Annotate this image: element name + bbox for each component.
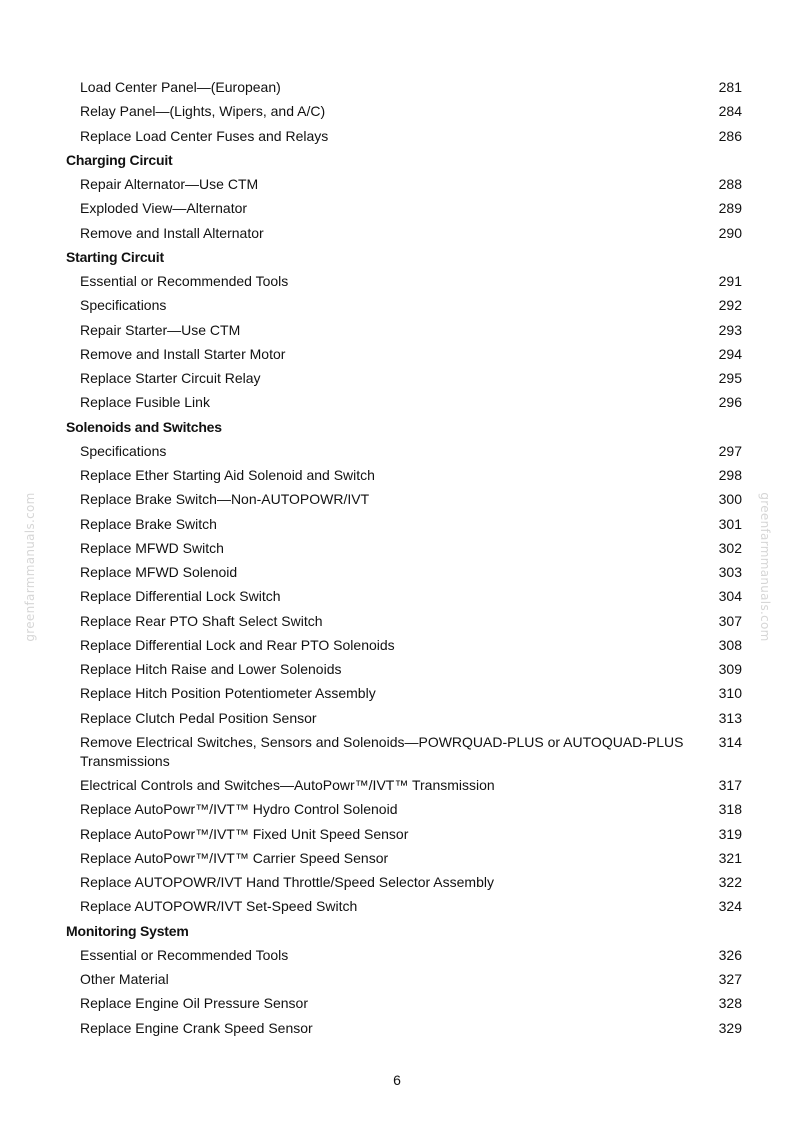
toc-entry[interactable] [0, 366, 794, 390]
toc-entry[interactable] [0, 99, 794, 123]
toc-entry-title: Remove and Install Starter Motor [80, 345, 286, 362]
toc-entry-title: Load Center Panel—(European) [80, 79, 281, 95]
toc-entry-title: Replace Engine Crank Speed Sensor [80, 1019, 313, 1036]
toc-entry-page: 319 [718, 825, 742, 842]
toc-entry[interactable] [0, 221, 794, 245]
toc-entry-page: 284 [718, 103, 742, 120]
toc-entry-title: Replace Ether Starting Aid Solenoid and Switch [80, 467, 375, 483]
toc-entry-page: 314 [718, 733, 742, 750]
toc-entry-page: 292 [718, 297, 742, 314]
toc-entry-title: Replace Rear PTO Shaft Select Switch [80, 612, 323, 629]
watermark-left: greenfarmmanuals.com [23, 492, 37, 642]
toc-entry-title: Specifications [80, 297, 167, 314]
toc-entry-title: Specifications [80, 442, 167, 459]
toc-entry[interactable] [0, 967, 794, 991]
toc-entry-page: 317 [718, 777, 742, 793]
toc-entry-page: 297 [718, 442, 742, 459]
toc-entry-page: 307 [718, 612, 742, 629]
toc-entry-page: 303 [718, 564, 742, 580]
toc-section-title: Solenoids and Switches [66, 418, 222, 435]
toc-entry[interactable] [0, 894, 794, 918]
toc-entry-title: Repair Starter—Use CTM [80, 321, 241, 338]
toc-entry-title: Replace Hitch Raise and Lower Solenoids [80, 661, 342, 677]
toc-entry[interactable] [0, 681, 794, 705]
toc-entry[interactable] [0, 75, 794, 99]
toc-entry[interactable] [0, 463, 794, 487]
toc-entry-title: Replace Starter Circuit Relay [80, 370, 261, 386]
toc-entry-title: Replace MFWD Solenoid [80, 564, 238, 580]
toc-entry-title: Replace AutoPowr™/IVT™ Fixed Unit Speed Sensor [80, 825, 409, 842]
toc-entry[interactable] [0, 822, 794, 846]
toc-entry-page: 302 [718, 539, 742, 556]
toc-entry[interactable] [0, 124, 794, 148]
toc-entry[interactable] [0, 657, 794, 681]
toc-entry[interactable] [0, 773, 794, 797]
toc-entry-title: Replace Fusible Link [80, 394, 210, 411]
toc-entry-title: Replace Clutch Pedal Position Sensor [80, 709, 317, 726]
toc-entry-page: 309 [718, 661, 742, 677]
toc-section-heading[interactable] [0, 148, 794, 172]
toc-entry-title: Exploded View—Alternator [80, 200, 248, 217]
toc-entry-page: 329 [718, 1019, 742, 1036]
toc-entry-page: 322 [718, 874, 742, 890]
toc-entry-page: 300 [718, 491, 742, 508]
toc-entry-title: Electrical Controls and Switches—AutoPowr™/IVT™ Transmission [80, 777, 495, 793]
toc-entry[interactable] [0, 846, 794, 870]
toc-entry-title: Replace Hitch Position Potentiometer Assembly [80, 685, 376, 702]
toc-entry[interactable] [0, 584, 794, 608]
toc-section-heading[interactable] [0, 919, 794, 943]
toc-entry[interactable] [0, 512, 794, 536]
toc-entry-page: 327 [718, 971, 742, 987]
toc-entry[interactable] [0, 342, 794, 366]
toc-entry-title: Relay Panel—(Lights, Wipers, and A/C) [80, 103, 326, 120]
toc-entry-page: 291 [718, 273, 742, 289]
toc-entry-page: 293 [718, 321, 742, 338]
toc-entry[interactable] [0, 390, 794, 414]
toc-entry-page: 288 [718, 176, 742, 192]
table-of-contents [0, 75, 794, 1040]
toc-entry-title: Remove Electrical Switches, Sensors and Solenoids—POWRQUAD-PLUS or AUTOQUAD-PLUS Transmissions [80, 733, 684, 769]
toc-entry[interactable] [0, 269, 794, 293]
toc-entry-title: Essential or Recommended Tools [80, 946, 289, 963]
toc-entry-page: 324 [718, 898, 742, 915]
toc-entry-page: 286 [718, 127, 742, 144]
toc-entry-title: Repair Alternator—Use CTM [80, 176, 259, 192]
toc-section-title: Monitoring System [66, 922, 189, 939]
toc-entry[interactable] [0, 487, 794, 511]
toc-entry-page: 290 [718, 224, 742, 241]
toc-section-title: Charging Circuit [66, 151, 173, 168]
toc-entry-title: Replace AutoPowr™/IVT™ Carrier Speed Sensor [80, 849, 389, 866]
toc-entry-page: 296 [718, 394, 742, 411]
toc-entry-page: 304 [718, 588, 742, 605]
toc-entry[interactable] [0, 196, 794, 220]
toc-entry[interactable] [0, 172, 794, 196]
toc-entry-title: Replace Differential Lock Switch [80, 588, 281, 605]
toc-entry-page: 318 [718, 801, 742, 818]
toc-entry[interactable] [0, 293, 794, 317]
toc-entry-title: Replace Brake Switch—Non-AUTOPOWR/IVT [80, 491, 370, 508]
toc-entry[interactable] [0, 870, 794, 894]
toc-section-title: Starting Circuit [66, 248, 164, 265]
toc-entry[interactable] [0, 560, 794, 584]
toc-entry-title: Replace Engine Oil Pressure Sensor [80, 995, 309, 1012]
toc-entry-page: 321 [718, 849, 742, 866]
toc-entry-page: 313 [718, 709, 742, 726]
toc-entry-page: 289 [718, 200, 742, 217]
page-number: 6 [393, 1072, 401, 1088]
toc-entry[interactable] [0, 1016, 794, 1040]
toc-entry[interactable] [0, 318, 794, 342]
toc-entry-page: 294 [718, 345, 742, 362]
toc-section-heading[interactable] [0, 245, 794, 269]
toc-entry[interactable] [0, 943, 794, 967]
toc-section-heading[interactable] [0, 415, 794, 439]
toc-entry-title: Replace MFWD Switch [80, 539, 224, 556]
toc-entry-page: 328 [718, 995, 742, 1012]
toc-entry-page: 298 [718, 467, 742, 483]
toc-entry-title: Essential or Recommended Tools [80, 273, 289, 289]
toc-entry[interactable] [0, 730, 794, 773]
toc-entry[interactable] [0, 633, 794, 657]
toc-entry-title: Replace Brake Switch [80, 515, 217, 532]
toc-entry-page: 301 [718, 515, 742, 532]
toc-entry[interactable] [0, 439, 794, 463]
toc-entry-title: Replace AUTOPOWR/IVT Hand Throttle/Speed Selector Assembly [80, 874, 494, 890]
toc-entry-title: Replace Differential Lock and Rear PTO Solenoids [80, 636, 395, 653]
watermark-right: greenfarmmanuals.com [758, 492, 772, 642]
toc-entry-title: Replace AutoPowr™/IVT™ Hydro Control Solenoid [80, 801, 398, 818]
toc-entry-page: 310 [718, 685, 742, 702]
toc-entry[interactable] [0, 706, 794, 730]
toc-entry-title: Replace Load Center Fuses and Relays [80, 127, 329, 144]
toc-entry-page: 281 [718, 79, 742, 95]
toc-entry[interactable] [0, 991, 794, 1015]
toc-entry[interactable] [0, 609, 794, 633]
toc-entry[interactable] [0, 536, 794, 560]
toc-entry-title: Remove and Install Alternator [80, 224, 264, 241]
toc-entry-title: Replace AUTOPOWR/IVT Set-Speed Switch [80, 898, 358, 915]
toc-entry[interactable] [0, 797, 794, 821]
toc-entry-page: 295 [718, 370, 742, 386]
toc-entry-page: 308 [718, 636, 742, 653]
toc-entry-title: Other Material [80, 971, 169, 987]
toc-entry-page: 326 [718, 946, 742, 963]
